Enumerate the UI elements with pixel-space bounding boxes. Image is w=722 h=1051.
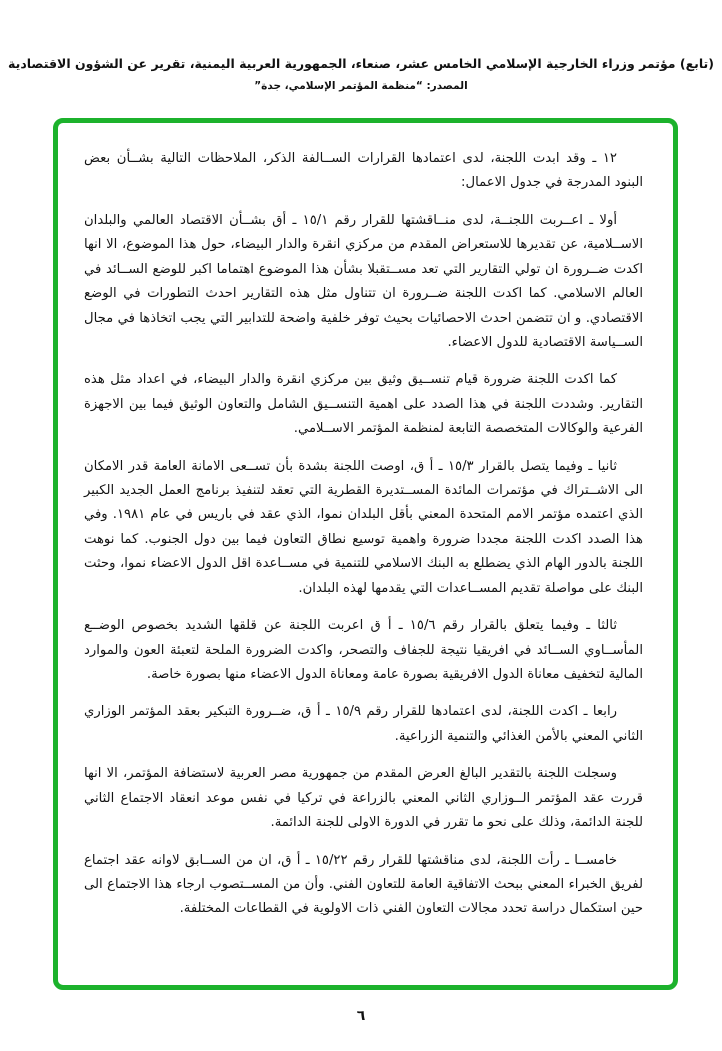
document-title: (تابع) مؤتمر وزراء الخارجية الإسلامي الخامس عشر، صنعاء، الجمهورية العربية اليمنية، تقرير عن الشؤون الاقتصادية	[8, 56, 714, 71]
paragraph-fourth-cont: وسجلت اللجنة بالتقدير البالغ العرض المقدم من جمهورية مصر العربية لاستضافة المؤتمر، الا انها قررت عقد المؤتمر الــوزاري الثاني المعني بالزراعة في تركيا في نفس موعد انعقاد الاجتماع الثاني للجنة الدائمة، وذلك على نحو ما تقرر في الدورة الاولى للجنة الدائمة.	[84, 766, 643, 831]
document-source-line: المصدر: “منظمة المؤتمر الإسلامي، جدة”	[254, 80, 468, 92]
page-footer	[0, 1005, 722, 1024]
paragraph-item-12: ١٢ ـ وقد ابدت اللجنة، لدى اعتمادها القرارات الســالفة الذكر، الملاحظات التالية بشــأن بعض البنود المدرجة في جدول الاعمال:	[84, 151, 643, 191]
paragraph-first-cont: كما اكدت اللجنة ضرورة قيام تنســيق وثيق بين مركزي انقرة والدار البيضاء، في اعداد مثل هذه التقارير. وشددت اللجنة في هذا الصدد على اهمية التنســيق الشامل والتعاون الوثيق فيما بين الاجهزة الفرعية والوكالات المتخصصة التابعة لمنظمة المؤتمر الاســلامي.	[84, 372, 643, 437]
paragraph-fifth: خامســا ـ رأت اللجنة، لدى مناقشتها للقرار رقم ١٥/٢٢ ـ أ ق، ان من الســابق لاوانه عقد اجتماع لفريق الخبراء المعني ببحث الاتفاقية العامة للتعاون الفني. وأن من المســتصوب ارجاء هذا الاجتماع الى حين استكمال دراسة تحدد مجالات التعاون الفني ذات الاولوية في القطاعات المختلفة.	[84, 852, 643, 917]
document-header	[0, 56, 722, 92]
paragraph-first: أولا ـ اعــربت اللجنــة، لدى منــاقشتها للقرار رقم ١٥/١ ـ أق بشــأن الاقتصاد العالمي والبلدان الاســلامية، عن تقديرها للاستعراض المقدم من مركزي انقرة والدار البيضاء، حول هذا الموضوع، الا انها اكدت ضــرورة ان تولي التقارير التي تعد مســتقبلا بشأن هذا الموضوع اهتماما اكبر للوضع الســائد في العالم الاسلامي. كما اكدت اللجنة ضــرورة ان تتناول مثل هذه التقارير احدث التطورات في الوضع الاقتصادي. و ان تتضمن احدث الاحصائيات بحيث توفر خلفية واضحة للتدابير التي يجب اتخاذها في مجال الســياسة الاقتصادية للدول الاعضاء.	[84, 212, 643, 350]
content-frame	[53, 118, 678, 990]
paragraph-second: ثانيا ـ وفيما يتصل بالقرار ١٥/٣ ـ أ ق، اوصت اللجنة بشدة بأن تســعى الامانة العامة قدر الامكان الى الاشــتراك في مؤتمرات المائدة المســتديرة القطرية التي تعقد لتنفيذ برنامج العمل الجديد الكبير الذي اعتمده مؤتمر الامم المتحدة المعني بأقل البلدان نموا، الذي عقد في باريس في عام ١٩٨١. وفي هذا الصدد اكدت اللجنة مجددا ضرورة واهمية توسيع نطاق التعاون فيما بين دول الجنوب. كما نوهت اللجنة بالدور الهام الذي يضطلع به البنك الاسلامي للتنمية في مســاعدة اقل الدول الاعضاء نموا، وحثت البنك على مواصلة تقديم المســاعدات التي يقدمها لهذه البلدان.	[84, 458, 643, 596]
page-number: ٦	[356, 1008, 366, 1024]
paragraph-third: ثالثا ـ وفيما يتعلق بالقرار رقم ١٥/٦ ـ أ ق اعربت اللجنة عن قلقها الشديد بخصوص الوضــع المأســاوي الســائد في افريقيا نتيجة للجفاف والتصحر، واكدت الضرورة الملحة لتعبئة العون والموارد المالية لتخفيف معاناة الدول الافريقية بصورة عامة ومعاناة الدول الاعضاء منها بصورة خاصة.	[84, 618, 643, 683]
paragraph-fourth: رابعا ـ اكدت اللجنة، لدى اعتمادها للقرار رقم ١٥/٩ ـ أ ق، ضــرورة التبكير بعقد المؤتمر الوزاري الثاني المعني بالأمن الغذائي والتنمية الزراعية.	[84, 704, 643, 744]
